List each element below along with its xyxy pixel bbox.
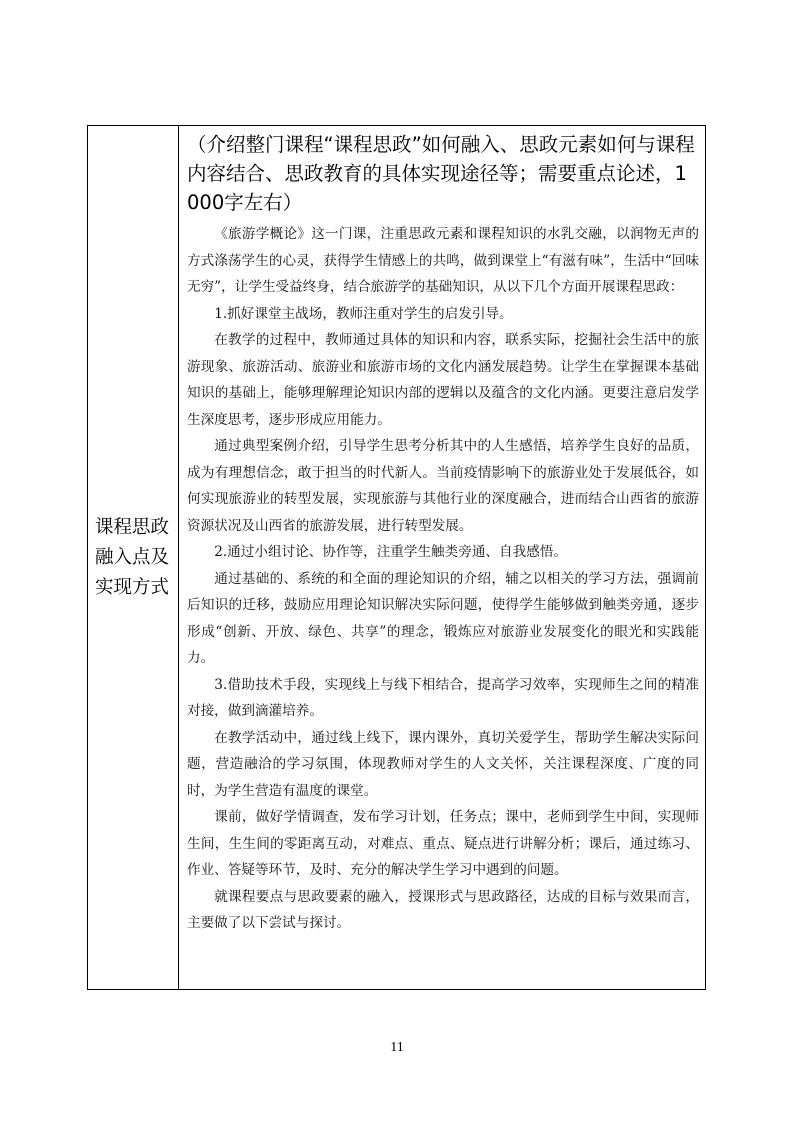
label-cell (88, 126, 179, 990)
paragraph-point-1: 1.抓好课堂主战场，教师注重对学生的启发引导。 (214, 305, 513, 322)
paragraph: 通过典型案例介绍，引导学生思考分析其中的人生感悟，培养学生良好的品质，成为有理想信念，敢于担当的时代新人。当前疫情影响下的旅游业处于发展低谷，如何实现旅游业的转型发展，实现旅游与其他行业的深度融合，进而结合山西省的旅游资源状况及山西省的旅游发展，进行转型发展。 (187, 438, 699, 534)
paragraph: 课前，做好学情调查，发布学习计划，任务点；课中，老师到学生中间，实现师生间，生生间的零距离互动，对难点、重点、疑点进行讲解分析；课后，通过练习、作业、答疑等环节，及时、充分的解决学生学习中遇到的问题。 (187, 809, 699, 878)
page-number: 11 (390, 1040, 404, 1055)
content-cell (179, 126, 706, 990)
paragraph-point-2: 2.通过小组讨论、协作等，注重学生触类旁通、自我感悟。 (214, 544, 567, 560)
paragraph-intro: 《旅游学概论》这一门课，注重思政元素和课程知识的水乳交融，以润物无声的方式涤荡学生的心灵，获得学生情感上的共鸣，做到课堂上“有滋有味”，生活中“回味无穷”，让学生受益终身，结合旅游学的基础知识，从以下几个方面开展课程思政： (187, 226, 699, 295)
paragraph: 通过基础的、系统的和全面的理论知识的介绍，辅之以相关的学习方法，强调前后知识的迁移，鼓励应用理论知识解决实际问题，使得学生能够做到触类旁通，逐步形成“创新、开放、绿色、共享”的理念，锻炼应对旅游业发展变化的眼光和实践能力。 (187, 570, 699, 666)
paragraph: 在教学的过程中，教师通过具体的知识和内容，联系实际，挖掘社会生活中的旅游现象、旅游活动、旅游业和旅游市场的文化内涵发展趋势。让学生在掌握课本基础知识的基础上，能够理解理论知识内部的逻辑以及蕴含的文化内涵。更要注意启发学生深度思考，逐步形成应用能力。 (187, 332, 699, 428)
paragraph-point-3: 3.借助技术手段，实现线上与线下相结合，提高学习效率，实现师生之间的精准对接，做到滴灌培养。 (187, 676, 699, 719)
instruction-text: （介绍整门课程“课程思政”如何融入、思政元素如何与课程内容结合、思政教育的具体实现途径等；需要重点论述，1000字左右） (187, 133, 695, 214)
table-row (88, 126, 706, 990)
row-label: 课程思政融入点及实现方式 (95, 516, 170, 598)
course-table (87, 125, 706, 990)
paragraph-conclusion: 就课程要点与思政要素的融入，授课形式与思政路径，达成的目标与效果而言，主要做了以下尝试与探讨。 (187, 888, 699, 931)
paragraph: 在教学活动中，通过线上线下，课内课外，真切关爱学生，帮助学生解决实际问题，营造融洽的学习氛围，体现教师对学生的人文关怀，关注课程深度、广度的同时，为学生营造有温度的课堂。 (187, 729, 699, 799)
